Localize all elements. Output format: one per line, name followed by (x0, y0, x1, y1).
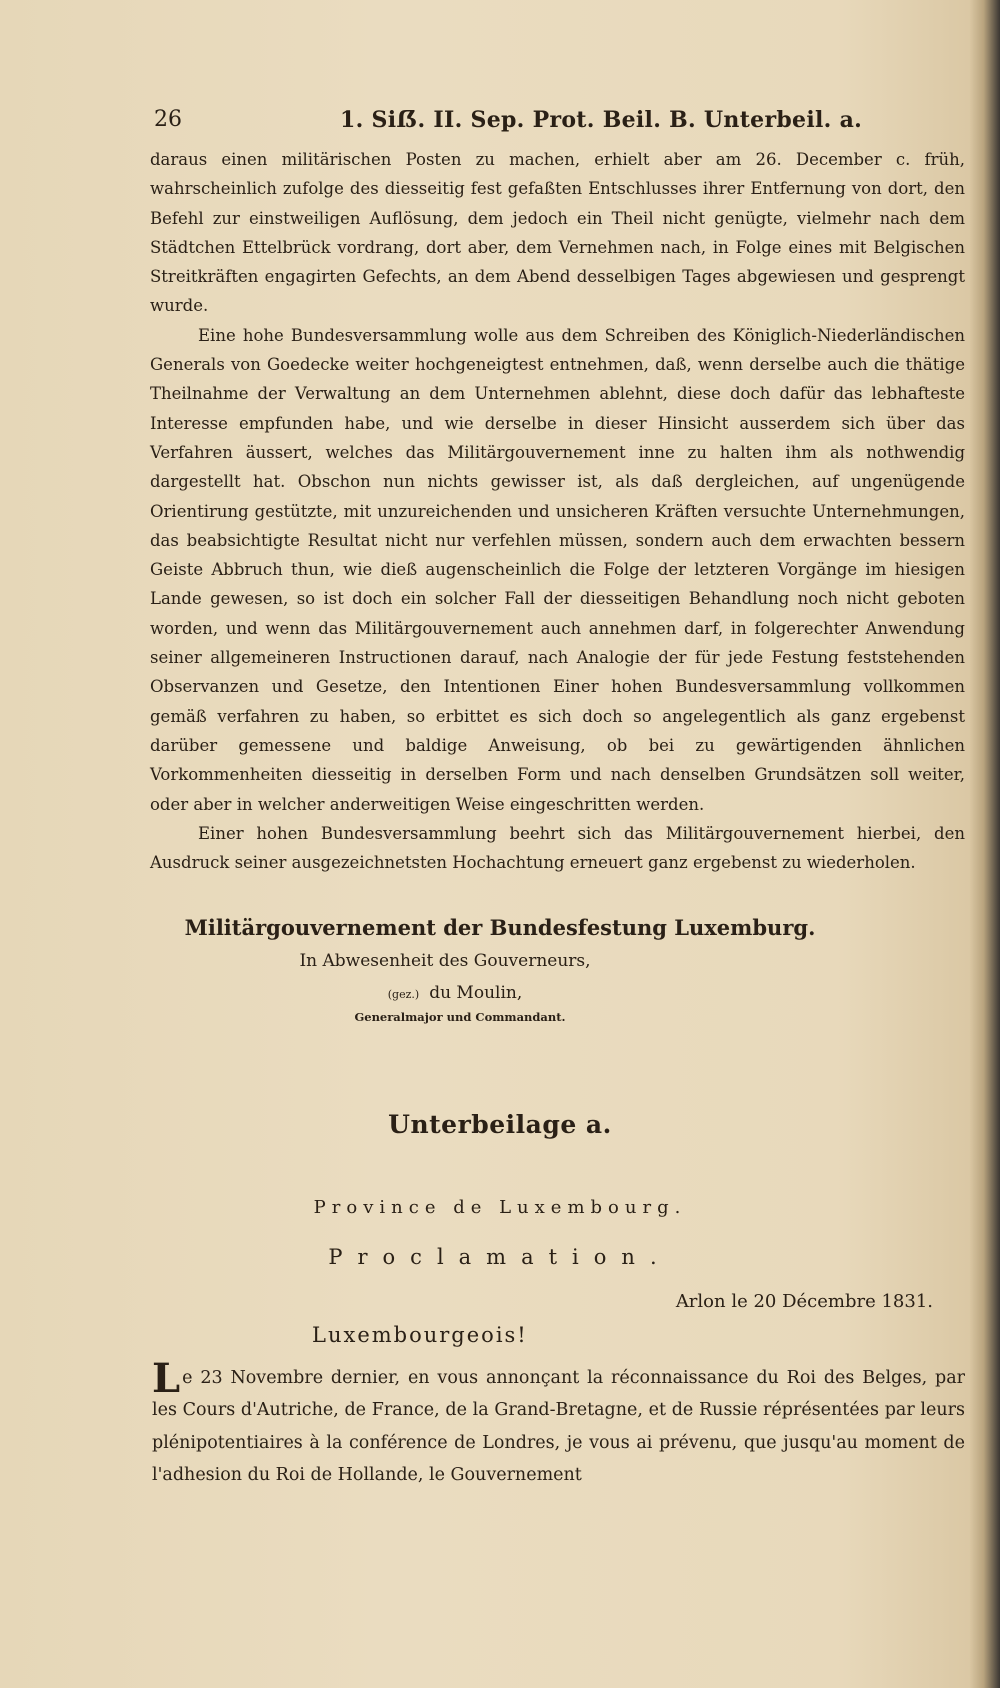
running-title: 1. Siẞ. II. Sep. Prot. Beil. B. Unterbeil. a. (340, 107, 863, 133)
salutation: Luxembourgeois! (312, 1323, 528, 1347)
signature-rank: Generalmajor und Commandant. (354, 1010, 566, 1024)
place-date: Arlon le 20 Décembre 1831. (675, 1291, 933, 1312)
paragraph-2: Eine hohe Bundesversammlung wolle aus dem Schreiben des Königlich-Niederländischen Generals von Goedecke weiter hochgeneigtest entnehmen, daß, wenn derselbe auch die thätige Theilnahme der Verwaltung an dem Unternehmen ablehnt, diese doch dafür das lebhafteste Interesse empfunden habe, und wie derselbe in dieser Hinsicht ausserdem sich über das Verfahren äussert, welches das Militärgouvernement inne zu halten ihm als nothwendig dargestellt hat. Obschon nun nichts gewisser ist, als daß dergleichen, auf ungenügende Orientirung gestützte, mit unzureichenden und unsicheren Kräften versuchte Unternehmungen, das beabsichtigte Resultat nicht nur verfehlen müssen, sondern auch dem erwachten bessern Geiste Abbruch thun, wie dieß augenscheinlich die Folge der letzteren Vorgänge im hiesigen Lande gewesen, so ist doch ein solcher Fall der diesseitigen Behandlung noch nicht geboten worden, und wenn das Militärgouvernement auch annehmen darf, in folgerechter Anwendung seiner allgemeineren Instructionen darauf, nach Analogie der für jede Festung feststehenden Observanzen und Gesetze, den Intentionen Einer hohen Bundesversammlung vollkommen gemäß verfahren zu haben, so erbittet es sich doch so angelegentlich als ganz ergebenst darüber gemessene und baldige Anweisung, ob bei zu gewärtigenden ähnlichen Vorkommenheiten diesseitig in derselben Form und nach denselben Grundsätzen soll weiter, oder aber in welcher anderweitigen Weise eingeschritten werden. (150, 325, 965, 814)
signature-authority: Militärgouvernement der Bundesfestung Luxemburg. (184, 915, 816, 940)
annex-title: Unterbeilage a. (388, 1110, 612, 1139)
french-paragraph (152, 1355, 965, 1492)
french-paragraph-text: e 23 Novembre dernier, en vous annonçant la réconnaissance du Roi des Belges, par les Cours d'Autriche, de France, de la Grand-Bretagne, et de Russie réprésentées par leurs plénipotentiaires à la conférence de Londres, je vous ai prévenu, que jusqu'au moment de l'adhesion du Roi de Hollande, le Gouvernement (152, 1368, 965, 1486)
german-text-body (150, 145, 965, 877)
signature-absence-note: In Abwesenheit des Gouverneurs, (299, 951, 591, 971)
french-text-body (152, 1355, 965, 1492)
paragraph-3: Einer hohen Bundesversammlung beehrt sich das Militärgouvernement hierbei, den Ausdruck seiner ausgezeichnetsten Hochachtung erneuert ganz ergebenst zu wiederholen. (150, 823, 965, 873)
page-number: 26 (154, 107, 182, 132)
proclamation-heading: Proclamation. (328, 1245, 672, 1269)
drop-cap: L (152, 1355, 181, 1402)
signature-name: du Moulin, (429, 983, 523, 1003)
page-edge-shadow (970, 0, 1000, 1688)
signature-gez: (gez.) (387, 988, 420, 1001)
province-heading: Province de Luxembourg. (313, 1197, 687, 1218)
paragraph-1: daraus einen militärischen Posten zu machen, erhielt aber am 26. December c. früh, wahrscheinlich zufolge des diesseitig fest gefaßten Entschlusses ihrer Entfernung von dort, den Befehl zur einstweiligen Auflösung, dem jedoch ein Theil nicht genügte, vielmehr nach dem Städtchen Ettelbrück vordrang, dort aber, dem Vernehmen nach, in Folge eines mit Belgischen Streitkräften engagirten Gefechts, an dem Abend desselbigen Tages abgewiesen und gesprengt wurde. (150, 150, 965, 316)
signature-name-line (0, 983, 955, 1003)
